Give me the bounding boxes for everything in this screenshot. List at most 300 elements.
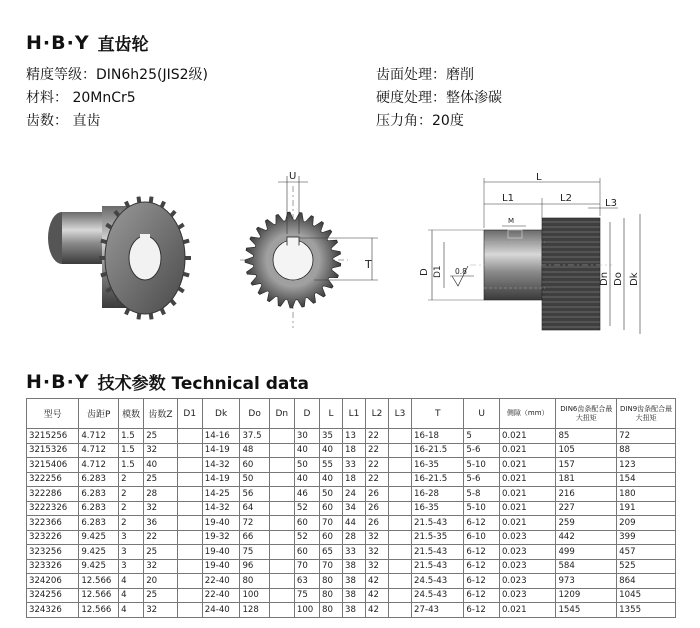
table-row xyxy=(27,559,676,574)
table-cell: 32 xyxy=(366,530,389,545)
table-cell xyxy=(389,559,412,574)
table-cell: 56 xyxy=(240,487,269,502)
table-row xyxy=(27,516,676,531)
table-cell: 584 xyxy=(556,559,617,574)
table-cell: 181 xyxy=(556,472,617,487)
table-cell: 6-12 xyxy=(464,545,500,560)
table-cell xyxy=(177,530,202,545)
table-cell: 25 xyxy=(144,472,177,487)
table-cell: 60 xyxy=(319,530,342,545)
table-cell: 3 xyxy=(119,559,144,574)
table-cell: 40 xyxy=(319,443,342,458)
gear-tooth xyxy=(106,288,111,291)
table-cell: 40 xyxy=(319,472,342,487)
gear-tooth xyxy=(171,211,175,216)
table-cell xyxy=(269,545,294,560)
table-cell xyxy=(177,588,202,603)
table-cell xyxy=(177,545,202,560)
table-cell: 18 xyxy=(343,443,366,458)
gear-tooth xyxy=(151,197,152,203)
table-cell: 5-10 xyxy=(464,501,500,516)
column-header: U xyxy=(464,399,500,429)
spec-precision: 精度等级：DIN6h25(JIS2级) xyxy=(26,67,208,83)
table-cell: 75 xyxy=(240,545,269,560)
table-cell xyxy=(389,443,412,458)
table-cell: 3 xyxy=(119,545,144,560)
table-cell xyxy=(269,603,294,618)
column-header: L1 xyxy=(343,399,366,429)
table-cell: 14-32 xyxy=(202,501,240,516)
label-l3: L3 xyxy=(605,198,617,209)
table-cell: 5-8 xyxy=(464,487,500,502)
table-cell: 1.5 xyxy=(119,443,144,458)
table-cell: 88 xyxy=(617,443,676,458)
table-row xyxy=(27,603,676,618)
table-cell: 25 xyxy=(144,588,177,603)
table-cell: 19-32 xyxy=(202,530,240,545)
gear-tooth xyxy=(162,202,164,207)
table-cell: 4 xyxy=(119,588,144,603)
table-cell: 3222326 xyxy=(27,501,79,516)
label-dk: Dk xyxy=(629,272,640,286)
table-cell: 0.021 xyxy=(499,472,556,487)
gear-tooth xyxy=(171,300,175,305)
table-cell xyxy=(177,429,202,444)
table-cell: 323226 xyxy=(27,530,79,545)
column-header: L3 xyxy=(389,399,412,429)
gear-front-view xyxy=(240,171,378,328)
column-header: 模数 xyxy=(119,399,144,429)
table-cell: 123 xyxy=(617,458,676,473)
column-header: Dk xyxy=(202,399,240,429)
table-cell: 3215256 xyxy=(27,429,79,444)
table-cell: 40 xyxy=(144,458,177,473)
label-t: T xyxy=(365,258,372,271)
table-cell: 42 xyxy=(366,588,389,603)
table-cell: 13 xyxy=(343,429,366,444)
table-cell: 32 xyxy=(366,545,389,560)
table-cell xyxy=(269,588,294,603)
table-cell: 322256 xyxy=(27,472,79,487)
table-row xyxy=(27,429,676,444)
table-cell: 46 xyxy=(294,487,319,502)
column-header: 侧隙（mm） xyxy=(499,399,556,429)
table-cell: 36 xyxy=(144,516,177,531)
gear-tooth xyxy=(138,197,139,203)
label-do: Do xyxy=(613,272,624,286)
table-cell xyxy=(177,516,202,531)
table-cell: 26 xyxy=(366,487,389,502)
table-cell: 19-40 xyxy=(202,516,240,531)
table-cell: 5-6 xyxy=(464,472,500,487)
table-cell: 128 xyxy=(240,603,269,618)
spec-surface: 齿面处理：磨削 xyxy=(376,67,474,83)
table-cell xyxy=(389,516,412,531)
spec-pressure-angle: 压力角：20度 xyxy=(376,113,464,129)
table-cell: 6.283 xyxy=(79,487,119,502)
table-cell: 180 xyxy=(617,487,676,502)
table-cell: 1355 xyxy=(617,603,676,618)
table-cell: 16-35 xyxy=(412,501,464,516)
table-cell xyxy=(177,559,202,574)
table-cell: 2 xyxy=(119,501,144,516)
table-cell: 85 xyxy=(556,429,617,444)
table-cell: 5-6 xyxy=(464,443,500,458)
table-header-row xyxy=(27,399,676,429)
gear-tooth xyxy=(101,241,107,243)
table-cell: 16-21.5 xyxy=(412,472,464,487)
table-cell: 32 xyxy=(144,443,177,458)
column-header: L xyxy=(319,399,342,429)
table-cell: 21.5-43 xyxy=(412,516,464,531)
table-cell xyxy=(389,530,412,545)
table-cell: 34 xyxy=(343,501,366,516)
table-cell xyxy=(269,501,294,516)
table-cell: 25 xyxy=(144,429,177,444)
table-cell: 6.283 xyxy=(79,516,119,531)
table-cell: 1045 xyxy=(617,588,676,603)
table-body xyxy=(27,429,676,618)
table-cell: 4.712 xyxy=(79,458,119,473)
table-cell: 80 xyxy=(319,574,342,589)
table-cell xyxy=(389,472,412,487)
table-cell: 32 xyxy=(144,559,177,574)
brand-logo: H·B·Y xyxy=(26,31,90,54)
table-cell: 22-40 xyxy=(202,574,240,589)
table-cell: 3215406 xyxy=(27,458,79,473)
gear-tooth xyxy=(162,309,164,314)
table-cell: 22-40 xyxy=(202,588,240,603)
table-cell: 6-10 xyxy=(464,530,500,545)
table-cell: 4 xyxy=(119,574,144,589)
table-cell: 105 xyxy=(556,443,617,458)
table-cell: 6.283 xyxy=(79,472,119,487)
table-cell: 65 xyxy=(319,545,342,560)
gear-drawings xyxy=(0,168,700,358)
table-cell: 3 xyxy=(119,530,144,545)
table-cell xyxy=(269,487,294,502)
column-header: 齿数Z xyxy=(144,399,177,429)
table-cell: 70 xyxy=(319,516,342,531)
gear-tooth xyxy=(183,274,189,276)
table-cell: 12.566 xyxy=(79,603,119,618)
table-cell: 72 xyxy=(240,516,269,531)
table-cell: 38 xyxy=(343,574,366,589)
table-cell: 2 xyxy=(119,487,144,502)
table-cell: 22 xyxy=(366,472,389,487)
table-cell: 22 xyxy=(366,429,389,444)
table-cell: 28 xyxy=(144,487,177,502)
table-cell: 0.023 xyxy=(499,545,556,560)
table-cell: 324326 xyxy=(27,603,79,618)
table-cell xyxy=(177,472,202,487)
table-cell: 60 xyxy=(294,516,319,531)
table-cell: 0.023 xyxy=(499,530,556,545)
table-cell: 6-12 xyxy=(464,588,500,603)
table-cell: 322286 xyxy=(27,487,79,502)
table-cell: 322366 xyxy=(27,516,79,531)
table-row xyxy=(27,472,676,487)
page-title: 直齿轮 xyxy=(97,35,149,55)
table-cell: 80 xyxy=(319,603,342,618)
table-cell: 2 xyxy=(119,516,144,531)
table-cell: 6-12 xyxy=(464,603,500,618)
table-cell: 50 xyxy=(294,458,319,473)
table-cell: 14-16 xyxy=(202,429,240,444)
table-cell: 14-25 xyxy=(202,487,240,502)
table-cell: 1209 xyxy=(556,588,617,603)
table-cell: 22 xyxy=(366,443,389,458)
label-l2: L2 xyxy=(560,193,572,204)
table-cell: 42 xyxy=(366,574,389,589)
table-row xyxy=(27,545,676,560)
section-technical-data-header xyxy=(26,369,309,394)
table-cell: 216 xyxy=(556,487,617,502)
table-cell: 44 xyxy=(343,516,366,531)
table-cell: 42 xyxy=(366,603,389,618)
column-header: Dn xyxy=(269,399,294,429)
label-l: L xyxy=(536,172,542,183)
column-header: 型号 xyxy=(27,399,79,429)
table-cell: 48 xyxy=(240,443,269,458)
table-cell: 63 xyxy=(294,574,319,589)
table-cell xyxy=(177,443,202,458)
table-cell: 5-10 xyxy=(464,458,500,473)
table-cell: 0.021 xyxy=(499,429,556,444)
table-cell: 157 xyxy=(556,458,617,473)
table-cell xyxy=(269,458,294,473)
table-cell xyxy=(389,603,412,618)
table-cell xyxy=(177,487,202,502)
table-cell: 209 xyxy=(617,516,676,531)
gear-tooth xyxy=(138,313,139,319)
table-cell xyxy=(389,545,412,560)
header xyxy=(26,30,149,55)
table-cell: 21.5-43 xyxy=(412,545,464,560)
table-cell: 6-12 xyxy=(464,574,500,589)
gear-tooth xyxy=(126,202,128,207)
table-cell xyxy=(269,530,294,545)
table-cell: 191 xyxy=(617,501,676,516)
table-cell: 16-28 xyxy=(412,487,464,502)
table-cell: 6.283 xyxy=(79,501,119,516)
gear-perspective xyxy=(48,197,191,320)
table-row xyxy=(27,530,676,545)
table-cell xyxy=(177,574,202,589)
table-cell: 499 xyxy=(556,545,617,560)
table-cell: 18 xyxy=(343,472,366,487)
table-cell: 22 xyxy=(366,458,389,473)
table-cell: 96 xyxy=(240,559,269,574)
table-cell xyxy=(269,516,294,531)
table-cell: 12.566 xyxy=(79,588,119,603)
table-cell: 0.021 xyxy=(499,603,556,618)
table-cell: 28 xyxy=(343,530,366,545)
table-cell: 864 xyxy=(617,574,676,589)
table-cell: 24.5-43 xyxy=(412,588,464,603)
table-cell xyxy=(269,559,294,574)
table-cell: 80 xyxy=(319,588,342,603)
brand-logo-2: H·B·Y xyxy=(26,370,90,393)
table-cell: 26 xyxy=(366,501,389,516)
table-cell: 14-19 xyxy=(202,443,240,458)
table-cell: 16-35 xyxy=(412,458,464,473)
table-cell xyxy=(389,429,412,444)
table-cell xyxy=(177,501,202,516)
table-cell: 25 xyxy=(144,545,177,560)
table-cell: 16-21.5 xyxy=(412,443,464,458)
label-d: D xyxy=(419,268,430,276)
spec-material: 材料： 20MnCr5 xyxy=(26,90,136,106)
gear-tooth xyxy=(106,224,111,227)
table-cell: 21.5-43 xyxy=(412,559,464,574)
table-cell: 4.712 xyxy=(79,429,119,444)
table-cell: 60 xyxy=(319,501,342,516)
table-cell xyxy=(389,588,412,603)
table-cell: 14-19 xyxy=(202,472,240,487)
table-cell: 6-12 xyxy=(464,516,500,531)
label-d1: D1 xyxy=(433,265,443,278)
table-cell xyxy=(177,603,202,618)
section-title: 技术参数 Technical data xyxy=(97,374,310,394)
table-cell: 100 xyxy=(294,603,319,618)
table-cell xyxy=(177,458,202,473)
table-cell: 20 xyxy=(144,574,177,589)
table-cell: 525 xyxy=(617,559,676,574)
table-cell: 22 xyxy=(144,530,177,545)
table-cell: 16-18 xyxy=(412,429,464,444)
table-cell: 80 xyxy=(240,574,269,589)
table-cell: 2 xyxy=(119,472,144,487)
table-cell: 38 xyxy=(343,603,366,618)
table-cell: 40 xyxy=(294,472,319,487)
table-cell: 1.5 xyxy=(119,429,144,444)
table-cell: 50 xyxy=(240,472,269,487)
table-cell: 24 xyxy=(343,487,366,502)
column-header: DIN6齿条配合最大扭矩 xyxy=(556,399,617,429)
table-row xyxy=(27,458,676,473)
table-cell: 227 xyxy=(556,501,617,516)
column-header: D1 xyxy=(177,399,202,429)
technical-data-table xyxy=(26,398,676,618)
table-cell: 0.023 xyxy=(499,559,556,574)
gear-tooth xyxy=(126,309,128,314)
column-header: Do xyxy=(240,399,269,429)
column-header: 齿距P xyxy=(79,399,119,429)
table-cell: 24-40 xyxy=(202,603,240,618)
label-dn: Dn xyxy=(599,271,610,286)
label-u: U xyxy=(289,171,297,182)
table-cell: 40 xyxy=(294,443,319,458)
table-cell: 457 xyxy=(617,545,676,560)
table-cell xyxy=(389,487,412,502)
table-cell: 100 xyxy=(240,588,269,603)
table-cell: 0.021 xyxy=(499,487,556,502)
table-row xyxy=(27,574,676,589)
table-row xyxy=(27,501,676,516)
table-cell: 3215326 xyxy=(27,443,79,458)
table-cell: 38 xyxy=(343,559,366,574)
table-cell: 14-32 xyxy=(202,458,240,473)
table-cell: 38 xyxy=(343,588,366,603)
table-cell: 32 xyxy=(144,501,177,516)
table-row xyxy=(27,588,676,603)
table-cell: 64 xyxy=(240,501,269,516)
table-cell xyxy=(389,574,412,589)
table-cell xyxy=(389,458,412,473)
table-row xyxy=(27,487,676,502)
table-cell: 33 xyxy=(343,545,366,560)
table-cell: 0.021 xyxy=(499,458,556,473)
table-cell: 19-40 xyxy=(202,545,240,560)
table-cell: 323256 xyxy=(27,545,79,560)
table-cell: 72 xyxy=(617,429,676,444)
column-header: L2 xyxy=(366,399,389,429)
table-cell: 1.5 xyxy=(119,458,144,473)
table-cell: 75 xyxy=(294,588,319,603)
table-cell: 33 xyxy=(343,458,366,473)
table-cell: 32 xyxy=(144,603,177,618)
table-row xyxy=(27,443,676,458)
table-cell: 27-43 xyxy=(412,603,464,618)
column-header: D xyxy=(294,399,319,429)
table-cell: 0.023 xyxy=(499,574,556,589)
spec-teeth: 齿数： 直齿 xyxy=(26,113,101,129)
table-cell: 70 xyxy=(319,559,342,574)
gear-tooth xyxy=(183,241,189,243)
table-cell: 9.425 xyxy=(79,530,119,545)
column-header: DIN9齿条配合最大扭矩 xyxy=(617,399,676,429)
table-cell xyxy=(389,501,412,516)
label-l1: L1 xyxy=(502,193,514,204)
table-cell: 0.021 xyxy=(499,443,556,458)
table-cell: 323326 xyxy=(27,559,79,574)
gear-tooth xyxy=(151,313,152,319)
table-cell xyxy=(269,574,294,589)
column-header: T xyxy=(412,399,464,429)
table-cell: 19-40 xyxy=(202,559,240,574)
table-cell xyxy=(269,443,294,458)
table-cell: 324256 xyxy=(27,588,79,603)
table-cell: 50 xyxy=(319,487,342,502)
table-cell: 70 xyxy=(294,559,319,574)
table-cell: 259 xyxy=(556,516,617,531)
gear-figures xyxy=(0,168,700,358)
table-cell xyxy=(269,429,294,444)
gear-tooth xyxy=(179,224,184,227)
gear-tooth xyxy=(101,274,107,276)
gear-tooth xyxy=(179,288,184,291)
table-cell: 24.5-43 xyxy=(412,574,464,589)
table-cell: 4.712 xyxy=(79,443,119,458)
table-cell: 52 xyxy=(294,501,319,516)
table-cell: 66 xyxy=(240,530,269,545)
table-cell: 5 xyxy=(464,429,500,444)
table-cell: 9.425 xyxy=(79,559,119,574)
table-cell: 60 xyxy=(240,458,269,473)
gear-side-view xyxy=(419,172,640,334)
table-cell: 12.566 xyxy=(79,574,119,589)
table-cell: 6-12 xyxy=(464,559,500,574)
table-cell: 973 xyxy=(556,574,617,589)
table-cell: 30 xyxy=(294,429,319,444)
table-cell: 1545 xyxy=(556,603,617,618)
table-cell: 442 xyxy=(556,530,617,545)
table-cell: 0.021 xyxy=(499,501,556,516)
table-cell: 0.021 xyxy=(499,516,556,531)
table-cell: 32 xyxy=(366,559,389,574)
table-cell: 60 xyxy=(294,545,319,560)
